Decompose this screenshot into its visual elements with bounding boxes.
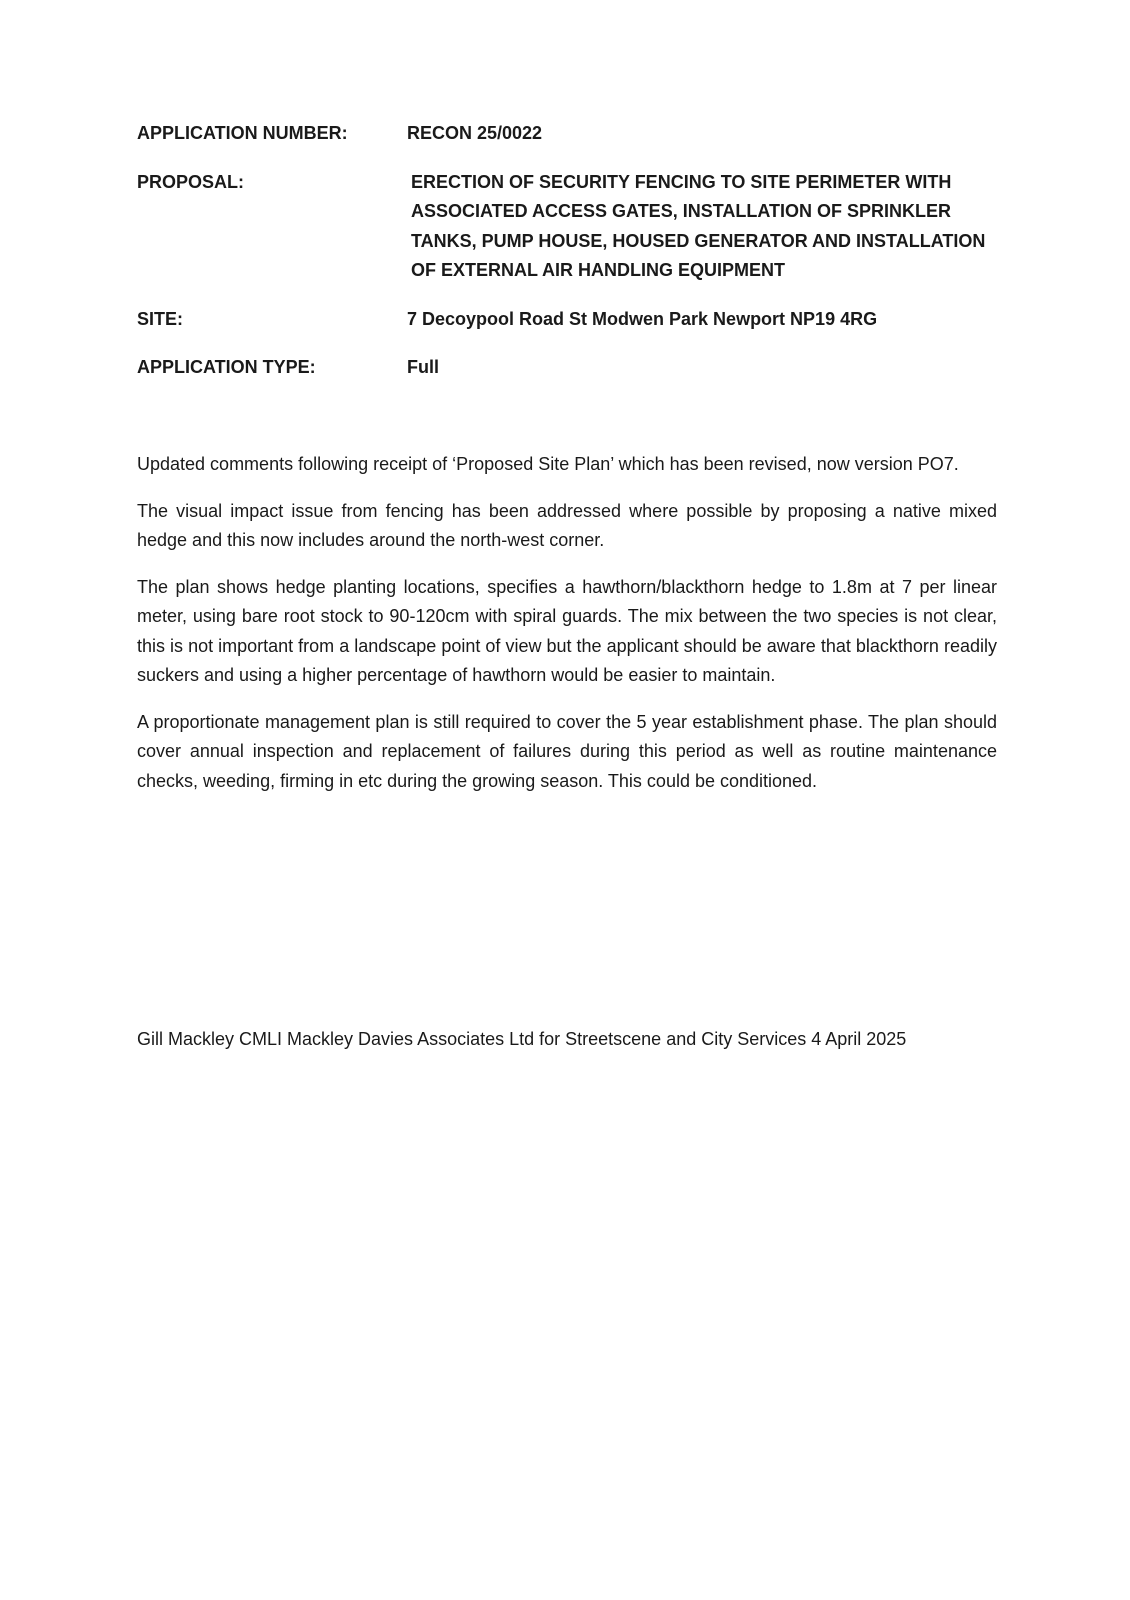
site-row [137, 305, 1007, 335]
paragraph-hedge-planting: The plan shows hedge planting locations, specifies a hawthorn/blackthorn hedge to 1.8m at 7 per linear meter, using bare root stock to 90-120cm with spiral guards. The mix between the two species is not clear, this is not important from a landscape point of view but the applicant should be aware that blackthorn readily suckers and using a higher percentage of hawthorn would be easier to maintain. [137, 576, 997, 685]
application-number-value: RECON 25/0022 [407, 123, 543, 143]
proposal-row [137, 168, 1007, 286]
site-value: 7 Decoypool Road St Modwen Park Newport NP19 4RG [407, 308, 878, 329]
paragraph-visual-impact: The visual impact issue from fencing has been addressed where possible by proposing a native mixed hedge and this now includes around the north-west corner. [137, 500, 997, 550]
application-type-label: APPLICATION TYPE: [137, 357, 316, 377]
proposal-label: PROPOSAL: [137, 171, 245, 192]
application-details [137, 119, 1007, 383]
application-type-row [137, 353, 1007, 383]
signature-line: Gill Mackley CMLI Mackley Davies Associates Ltd for Streetscene and City Services 4 April 2025 [137, 1029, 907, 1049]
paragraph-management-plan: A proportionate management plan is still required to cover the 5 year establishment phase. The plan should cover annual inspection and replacement of failures during this period as well as routine maintenance checks, weeding, firming in etc during the growing season. This could be conditioned. [137, 711, 997, 791]
application-number-row [137, 119, 1007, 149]
paragraph-updated-comments: Updated comments following receipt of ‘Proposed Site Plan’ which has been revised, now version PO7. [137, 454, 959, 474]
site-label: SITE: [137, 308, 184, 329]
comments-body [137, 450, 997, 813]
proposal-value: ERECTION OF SECURITY FENCING TO SITE PERIMETER WITH ASSOCIATED ACCESS GATES, INSTALLATION OF SPRINKLER TANKS, PUMP HOUSE, HOUSED GENERATOR AND INSTALLATION OF EXTERNAL AIR HANDLING EQUIPMENT [411, 171, 986, 280]
application-number-label: APPLICATION NUMBER: [137, 123, 348, 143]
application-type-value: Full [407, 357, 439, 377]
